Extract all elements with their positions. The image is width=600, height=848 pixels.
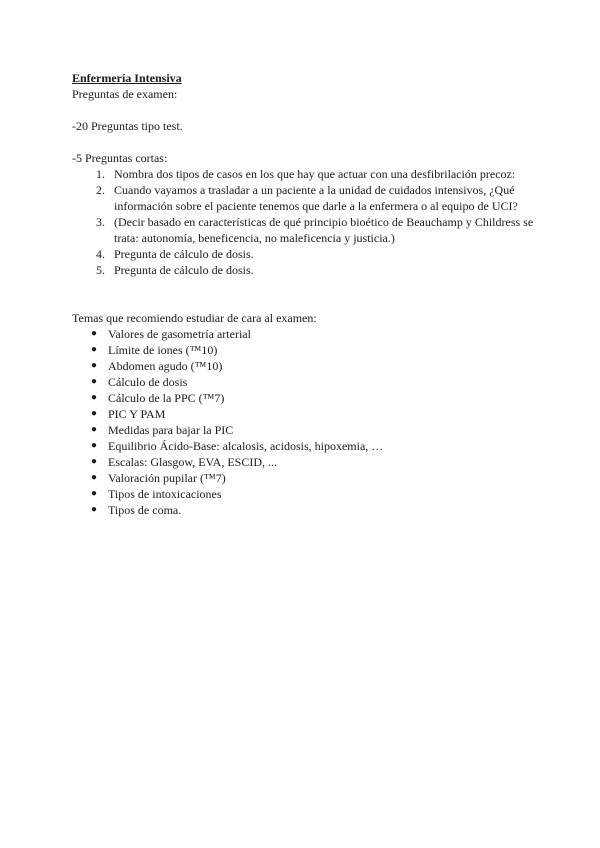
bullet-icon: ● [91, 424, 98, 435]
bullet-icon: ● [91, 456, 98, 467]
question-item: 1. Nombra dos tipos de casos en los que hay que actuar con una desfibrilación precoz: [108, 166, 542, 182]
topic-label: Cálculo de la PPC (™7) [108, 391, 225, 405]
topic-item [91, 390, 542, 406]
test-questions-line: -20 Preguntas tipo test. [72, 119, 183, 133]
blank-line [72, 134, 542, 150]
bullet-icon: ● [91, 392, 98, 403]
bullet-icon: ● [91, 472, 98, 483]
topic-label: Valores de gasometría arterial [108, 327, 251, 341]
question-item: 3. (Decir basado en características de qué principio bioético de Beauchamp y Childress se trata: autonomía, beneficencia, no maleficencia y justicia.) [108, 214, 542, 246]
bullet-icon: ● [91, 344, 98, 355]
topic-label: Límite de iones (™10) [108, 343, 218, 357]
bullet-icon: ● [91, 328, 98, 339]
blank-line [72, 102, 542, 118]
topic-label: Valoración pupilar (™7) [108, 471, 226, 485]
document-title: Enfermería Intensiva [72, 71, 182, 85]
topic-item [91, 374, 542, 390]
topic-item [91, 342, 542, 358]
bullet-icon: ● [91, 440, 98, 451]
topic-label: Equilibrio Ácido-Base: alcalosis, acidosis, hipoxemia, … [108, 439, 384, 453]
exam-questions-heading: Preguntas de examen: [72, 87, 178, 101]
question-item: 2. Cuando vayamos a trasladar a un paciente a la unidad de cuidados intensivos, ¿Qué información sobre el paciente tenemos que darle a la enfermera o al equipo de UCI? [108, 182, 542, 214]
topic-item [91, 358, 542, 374]
topic-label: Tipos de coma. [108, 503, 182, 517]
short-questions-heading: -5 Preguntas cortas: [72, 151, 168, 165]
topic-item [91, 406, 542, 422]
topic-label: Abdomen agudo (™10) [108, 359, 223, 373]
topic-item [91, 422, 542, 438]
topic-label: Cálculo de dosis [108, 375, 188, 389]
topic-item [91, 486, 542, 502]
bullet-icon: ● [91, 504, 98, 515]
topic-item [91, 438, 542, 454]
topics-list [72, 326, 542, 518]
topic-item [91, 470, 542, 486]
bullet-icon: ● [91, 408, 98, 419]
bullet-icon: ● [91, 376, 98, 387]
topics-heading: Temas que recomiendo estudiar de cara al examen: [72, 311, 317, 325]
blank-gap [72, 278, 542, 310]
question-item: 4. Pregunta de cálculo de dosis. [108, 246, 542, 262]
topic-label: Tipos de intoxicaciones [108, 487, 222, 501]
topic-item [91, 454, 542, 470]
topic-label: Medidas para bajar la PIC [108, 423, 234, 437]
topic-item [91, 326, 542, 342]
bullet-icon: ● [91, 360, 98, 371]
topic-item [91, 502, 542, 518]
bullet-icon: ● [91, 488, 98, 499]
short-questions-list [72, 166, 542, 278]
topic-label: Escalas: Glasgow, EVA, ESCID, ... [108, 455, 277, 469]
question-item: 5. Pregunta de cálculo de dosis. [108, 262, 542, 278]
topic-label: PIC Y PAM [108, 407, 166, 421]
document-page [72, 70, 542, 518]
